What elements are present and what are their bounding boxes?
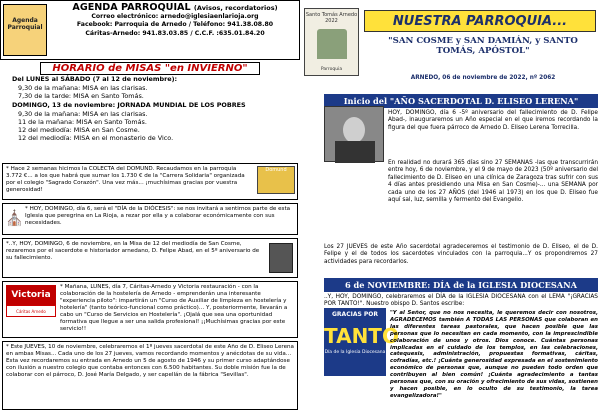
horario-row: 12 del mediodía: MISA en el monasterio de Vico. [18, 134, 174, 142]
horario-row: 7,30 de la tarde: MISA en Santo Tomás. [18, 92, 144, 100]
agenda-email: Correo electrónico: arnedo@iglesiaenlarioja.org [91, 13, 259, 20]
sec2-title: 6 de NOVIEMBRE: DÍA de la IGLESIA DIOCESANA [324, 278, 598, 292]
lerena-text: *..Y, HOY, DOMINGO, 6 de noviembre, en la Misa de 12 del mediodía de San Cosme, rezaremos por el sacerdote e historiador arnedano, D. Felipe Abad, en el 5º aniversario de su fallecimiento. [6, 241, 260, 261]
sec1-p1: HOY, DOMINGO, día 6 -5º aniversario del fallecimiento de D. Felipe Abad-, inauguraremos un Año especial en el que iremos recordando la figura del que fuera párroco de Arnedo D. Eliseo Lerena Torrecilla. [388, 110, 598, 131]
np-date: ARNEDO, 06 de noviembre de 2022, nº 2062 [410, 75, 556, 81]
horario-row: 11 de la mañana: MISA en Santo Tomás. [18, 118, 147, 126]
domund-icon: Domund [257, 166, 295, 194]
np-title: NUESTRA PARROQUIA... [364, 10, 596, 32]
right-page [300, 0, 600, 412]
sec1-p2: En realidad no durará 365 días sino 27 SEMANAS -las que transcurrirán entre hoy, 6 de noviembre, y el 9 de mayo de 2023 (50º aniversario del fallecimiento de D. Eliseo en una clínica de Zaragoza tras sufrir con sus 4 días antes presidiendo una Misa en San Cosme)-... una SEMANA por cada uno de los 27 AÑOS (del 1946 al 1973) en los que D. Eliseo fue aquí sal, luz, semilla y fermento del Evangelio. [388, 160, 598, 204]
horario-title: HORARIO de MISAS "en INVIERNO" [40, 62, 260, 75]
lerena-block [2, 238, 298, 278]
np-subtitle: "SAN COSME y SAN DAMIÁN, y SANTO TOMÁS, APÓSTOL" [388, 36, 578, 57]
sec1-p3: Los 27 JUEVES de este Año sacerdotal agradeceremos el testimonio de D. Eliseo, el de D. Felipe y el de todos los sacerdotes vinculados con la parroquia...Y os propondremos 27 actividades para recordarlos. [324, 244, 598, 265]
horario-section [0, 62, 300, 162]
sec2-intro: ..Y, HOY, DOMINGO, celebraremos el DÍA de la IGLESIA DIOCESANA con el LEMA "¡GRACIAS POR TANTO!". Nuestro obispo D. Santos escribe: [324, 294, 598, 308]
church-icon: ⛪ [5, 209, 24, 227]
horario-weekday-heading: Del LUNES al SÁBADO (7 al 12 de noviembre): [12, 75, 178, 83]
parish-logo: Santo Tomás Arnedo 2022 Parroquia [304, 8, 359, 76]
np-header [300, 0, 600, 93]
agenda-caritas: Cáritas-Arnedo: 941.83.03.85 / C.C.F. :635.01.84.20 [85, 29, 265, 37]
victoria-text: * Mañana, LUNES, día 7, Cáritas-Arnedo y Victoria restauración - con la colaboración de la hostelería de Arnedo - emprenderán una interesante "experiencia piloto": impartirán un "Curso de Auxiliar de limpieza en hostelería y hotelería" (tanto teórico-funcional como práctico)... Y, posteriormente, llevarán a cabo un "Curso de Servicios en Hostelería". ¡Ojalá que sea una oportunidad formativa que llegue a ser una salida profesional! ¡¡Muchísimas gracias por este servicio!! [60, 284, 288, 332]
agenda-title: AGENDA PARROQUIAL (Avisos, recordatorios) [72, 2, 278, 13]
domund-block [2, 163, 298, 200]
diocesis-text: * HOY, DOMINGO, día 6, será el "DÍA de la DIÓCESIS": se nos invitará a sentirnos parte de esta Iglesia que peregrina en La Rioja, a rezar por ella y a colaborar económicamente con sus necesidades. [25, 206, 291, 226]
horario-sunday-heading: DOMINGO, 13 de noviembre: JORNADA MUNDIAL DE LOS POBRES [12, 101, 246, 109]
church-building-icon [317, 29, 347, 59]
agenda-facebook: Facebook: Parroquia de Arnedo / Teléfono: 941.38.08.80 [76, 21, 274, 29]
diocesis-block [2, 203, 298, 235]
jueves-text: * Este JUEVES, 10 de noviembre, celebraremos el 1º jueves sacerdotal de este Año de D. Eliseo Lerena en ambas Misas... Cada uno de los 27 jueves, vamos recordando momentos y anécdotas de su vida... Esta vez recordaremos su entrada en Arnedo un 5 de agosto de 1946 y su primer curso adaptándose con ilusión a nuestro colegio que contaba entonces con 6.500 habitantes. Su doble misión fue la de colaborar con el párroco, D. José María Delgado, y ser capellán de la fábrica "Sevillas". [6, 344, 294, 378]
portrait-icon [269, 243, 293, 273]
gracias-poster: GRACIAS POR TANTO Día de la Iglesia Diocesana [324, 308, 386, 376]
jueves-block [2, 341, 298, 410]
agenda-logo: Agenda Parroquial [3, 4, 47, 56]
horario-row: 9,30 de la mañana: MISA en las clarisas. [18, 110, 148, 118]
domund-text: * Hace 2 semanas hicimos la COLECTA del DOMUND. Recaudamos en la parroquia 3.772 €... a los que habrá que sumar los 1.730 € de la "Carrera Solidaria" organizada por el colegio "Sagrado Corazón". Una vez más... ¡muchísimas gracias por vuestra generosidad! [6, 166, 245, 193]
agenda-text [51, 2, 299, 38]
sec1-title: Inicio del "AÑO SACERDOTAL D. ELISEO LERENA" [324, 94, 598, 108]
caritas-logo: Cáritas Arnedo [6, 305, 56, 317]
sec2-quote: "Y al Señor, que no nos necesita, le queremos decir con nosotros, AGRADECEMOS también A TODAS LAS PERSONAS que colaboran en las diferentes tareas pastorales, que hacen posible que las personas que lo necesitan en cada momento, con la imprescindible colaboración de unos y otros. Dios conoce. Cuántas personas implicadas en el cuidado de los templos, en las celebraciones, catequesis, administración, propuestas formativas, cáritas, cofradías, etc.! ¡Cuánta generosidad expresada en el sostenimiento económico de personas que, aunque no pueden todo orden que contribuyen al bien común! ¡Cuánta agradecimiento a tantas personas que, con su oración y ofrecimiento de sus vidas, sostienen y hacen posible, en lo oculto de su testimonio, la tarea evangelizadora!" [390, 310, 598, 399]
victoria-logo: Victoria [6, 285, 56, 305]
agenda-header [0, 0, 300, 60]
horario-row: 12 del mediodía: MISA en San Cosme. [18, 126, 140, 134]
horario-row: 9,30 de la mañana: MISA en las clarisas. [18, 84, 148, 92]
victoria-block [2, 281, 298, 338]
